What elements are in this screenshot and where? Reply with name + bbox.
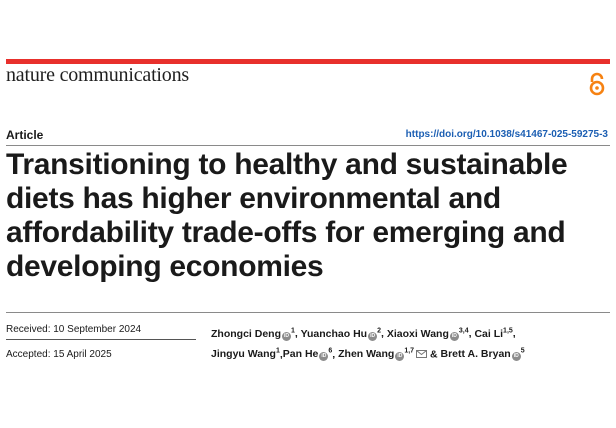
orcid-icon[interactable]: iD <box>397 353 403 359</box>
author-name[interactable]: Pan He <box>282 348 319 360</box>
mail-icon[interactable] <box>416 350 427 358</box>
orcid-icon[interactable]: iD <box>321 353 327 359</box>
open-access-icon[interactable] <box>588 72 606 96</box>
author-item[interactable] <box>474 328 512 340</box>
author-name[interactable]: Brett A. Bryan <box>440 348 511 360</box>
author-item[interactable] <box>301 328 381 340</box>
title-divider <box>6 312 610 313</box>
author-item[interactable] <box>283 348 333 360</box>
orcid-icon[interactable]: iD <box>284 332 289 339</box>
journal-name[interactable]: nature communications <box>6 64 189 86</box>
author-name[interactable]: Zhongci Deng <box>211 327 281 340</box>
affiliation-number[interactable]: 1,7 <box>404 347 415 355</box>
affiliation-number[interactable]: 1 <box>291 327 295 334</box>
affiliation-number[interactable]: 2 <box>377 327 381 334</box>
orcid-icon[interactable]: iD <box>370 332 376 339</box>
author-item[interactable] <box>211 328 295 340</box>
author-item[interactable] <box>338 348 427 360</box>
doi-link[interactable]: https://doi.org/10.1038/s41467-025-59275-3 <box>405 129 608 140</box>
affiliation-number[interactable]: 3,4 <box>458 327 469 334</box>
author-item[interactable] <box>211 348 280 360</box>
affiliation-number[interactable]: 6 <box>328 347 333 355</box>
author-name[interactable]: Zhen Wang <box>338 348 395 360</box>
author-name[interactable]: Cai Li <box>474 327 504 340</box>
orcid-icon[interactable]: iD <box>513 353 519 359</box>
accepted-date: Accepted: 15 April 2025 <box>6 349 112 360</box>
author-list: Zhongci Deng $iD^1$, Yuanchao Hu $iD^2$, Xiaoxi Wang iD$^{3,4}$, Cai Li$^{1,5}$, Jingyu Wang$^1$,Pan He $iD^6$, Zhen Wang iD$^{1,7}$ & Brett A. Bryan $iD^5$ <box>211 327 525 360</box>
author-name[interactable]: Xiaoxi Wang <box>386 327 449 340</box>
affiliation-number[interactable]: 1,5 <box>503 327 513 334</box>
article-type: Article <box>6 128 44 142</box>
received-date: Received: 10 September 2024 <box>6 324 142 335</box>
affiliation-number[interactable]: 1 <box>275 347 280 355</box>
header-divider <box>6 145 610 146</box>
author-item[interactable] <box>440 348 524 360</box>
dates-divider <box>6 339 196 340</box>
author-name[interactable]: Yuanchao Hu <box>300 327 368 340</box>
article-title: Transitioning to healthy and sustainable diets has higher environmental and affordability trade-offs for emerging and developing economies <box>6 148 568 283</box>
orcid-icon[interactable]: iD <box>451 332 457 339</box>
affiliation-number[interactable]: 5 <box>520 347 525 355</box>
author-name[interactable]: Jingyu Wang <box>211 348 276 360</box>
author-item[interactable] <box>387 328 469 340</box>
